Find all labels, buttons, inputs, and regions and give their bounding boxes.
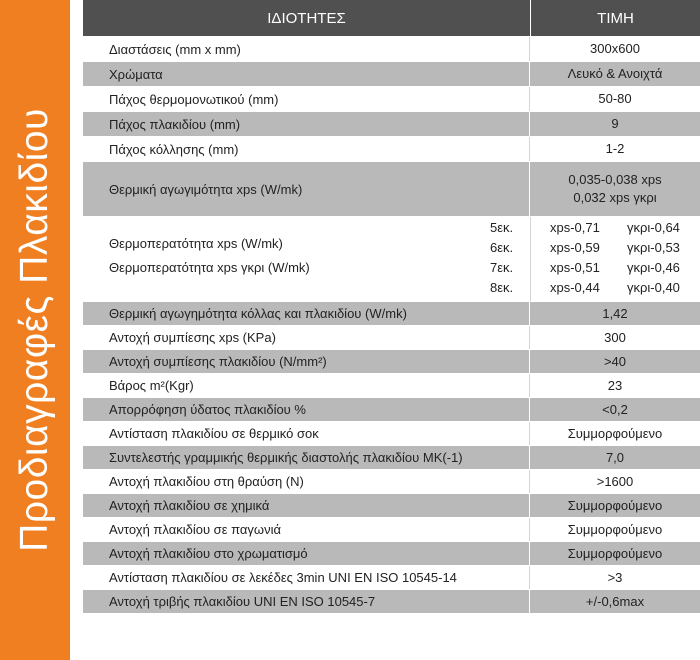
table-row: [83, 136, 700, 161]
thickness-cell: 5εκ.: [490, 220, 514, 235]
row-label: Πάχος κόλλησης (mm): [83, 137, 530, 161]
table-row: [83, 86, 700, 111]
row-value: Συμμορφούμενο: [567, 521, 663, 537]
row-value: 23: [607, 377, 623, 393]
thermal-transmittance-label-gkri: Θερμοπερατότητα xps γκρι (W/mk): [109, 260, 310, 275]
transmittance-row: [83, 280, 700, 300]
gkri-cell: γκρι-0,46: [627, 260, 680, 275]
table-row: [83, 517, 700, 541]
row-value: 7,0: [605, 449, 625, 465]
row-label: Αντοχή πλακιδίου στο χρωματισμό: [83, 542, 530, 565]
row-label: Αντοχή συμπίεσης πλακιδίου (N/mm²): [83, 350, 530, 373]
transmittance-row: [83, 260, 700, 280]
row-label: Απορρόφηση ύδατος πλακιδίου %: [83, 398, 530, 421]
xps-cell: xps-0,59: [550, 240, 600, 255]
row-value: 300x600: [590, 41, 640, 56]
header-value: ΤΙΜΗ: [597, 9, 634, 27]
row-value: [530, 162, 700, 216]
row-label: Θερμική αγωγιμότητα xps (W/mk): [83, 162, 530, 216]
row-label: Αντοχή συμπίεσης xps (KPa): [83, 326, 530, 349]
gkri-cell: γκρι-0,53: [627, 240, 680, 255]
table-row: [83, 493, 700, 517]
row-label: Θερμική αγωγημότητα κόλλας και πλακιδίου (W/mk): [83, 302, 530, 325]
thermal-transmittance-block: [83, 216, 700, 301]
row-label: Αντοχή πλακιδίου σε παγωνιά: [83, 518, 530, 541]
row-value: +/-0,6max: [585, 593, 645, 609]
header-property: ΙΔΙΟΤΗΤΕΣ: [83, 0, 531, 36]
table-row: [83, 589, 700, 613]
row-label: Αντοχή τριβής πλακιδίου UNI EN ISO 10545-7: [83, 590, 530, 613]
table-header: [83, 0, 700, 36]
table-row: [83, 111, 700, 136]
row-value: Συμμορφούμενο: [567, 545, 663, 561]
table-row: [83, 565, 700, 589]
gkri-cell: γκρι-0,40: [627, 280, 680, 295]
row-value: <0,2: [602, 401, 628, 417]
transmittance-row: [83, 240, 700, 260]
table-row: [83, 541, 700, 565]
row-label: Αντοχή πλακιδίου στη θραύση (N): [83, 470, 530, 493]
table-row: [83, 325, 700, 349]
row-value: 1,42: [602, 305, 628, 321]
row-value: 9: [611, 116, 619, 131]
value-line-2: 0,032 xps γκρι: [573, 190, 657, 205]
table-row: [83, 36, 700, 61]
row-value: Συμμορφούμενο: [567, 425, 663, 441]
row-label: Αντίσταση πλακιδίου σε θερμικό σοκ: [83, 422, 530, 445]
row-label: Αντίσταση πλακιδίου σε λεκέδες 3min UNI EN ISO 10545-14: [83, 566, 530, 589]
row-value: Λευκό & Ανοιχτά: [567, 66, 663, 81]
row-label: Αντοχή πλακιδίου σε χημικά: [83, 494, 530, 517]
gkri-cell: γκρι-0,64: [627, 220, 680, 235]
table-row: [83, 397, 700, 421]
table-row: [83, 301, 700, 325]
table-row: [83, 373, 700, 397]
side-title: Προδιαγραφές Πλακιδίου: [13, 108, 56, 552]
row-value: 1-2: [605, 141, 625, 156]
row-value: >3: [607, 569, 623, 585]
row-label: Διαστάσεις (mm x mm): [83, 37, 530, 61]
row-label: Συντελεστής γραμμικής θερμικής διαστολής πλακιδίου MK(-1): [83, 446, 530, 469]
table-row: [83, 421, 700, 445]
table-row: [83, 161, 700, 216]
row-value: Συμμορφούμενο: [567, 497, 663, 513]
table-row: [83, 445, 700, 469]
row-label: Βάρος m²(Kgr): [83, 374, 530, 397]
row-value: 50-80: [598, 91, 632, 106]
xps-cell: xps-0,71: [550, 220, 600, 235]
transmittance-row: [83, 220, 700, 240]
value-line-1: 0,035-0,038 xps: [568, 172, 662, 187]
side-banner: [0, 0, 70, 660]
table-row: [83, 61, 700, 86]
thickness-cell: 7εκ.: [490, 260, 514, 275]
row-label: Πάχος θερμομονωτικού (mm): [83, 87, 530, 111]
thickness-cell: 8εκ.: [490, 280, 514, 295]
row-value: >40: [603, 353, 627, 369]
xps-cell: xps-0,51: [550, 260, 600, 275]
table-row: [83, 469, 700, 493]
row-label: Χρώματα: [83, 62, 530, 86]
row-value: >1600: [596, 473, 634, 489]
row-label: Πάχος πλακιδίου (mm): [83, 112, 530, 136]
thickness-cell: 6εκ.: [490, 240, 514, 255]
spec-table: [83, 0, 700, 613]
row-value: 300: [604, 329, 626, 345]
xps-cell: xps-0,44: [550, 280, 600, 295]
table-row: [83, 349, 700, 373]
thermal-transmittance-label-xps: Θερμοπερατότητα xps (W/mk): [109, 236, 283, 251]
